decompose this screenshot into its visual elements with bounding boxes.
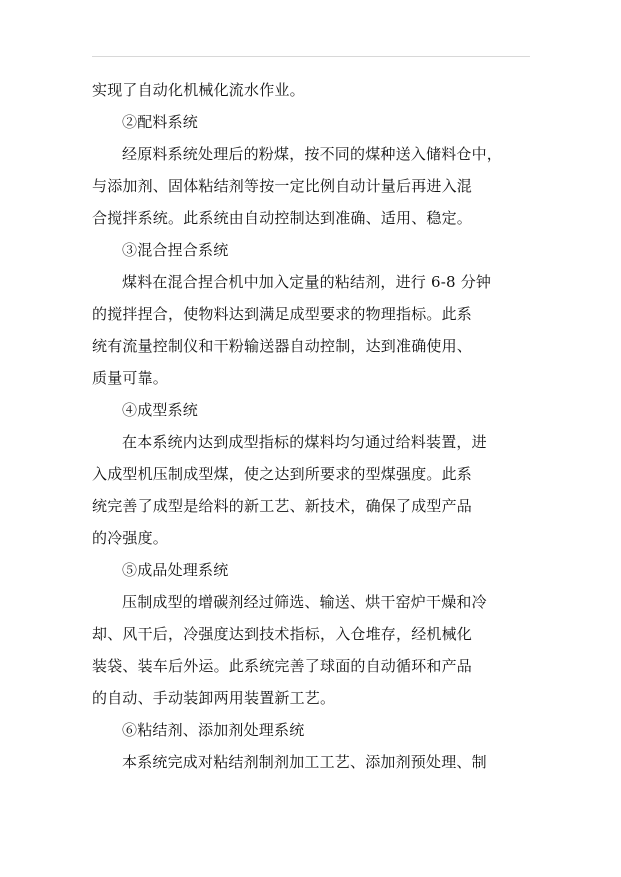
paragraph-line: 煤料在混合捏合机中加入定量的粘结剂，进行 6-8 分钟 <box>122 273 492 291</box>
paragraph-line: 的冷强度。 <box>92 529 169 547</box>
paragraph-line: 的搅拌捏合，使物料达到满足成型要求的物理指标。此系 <box>92 305 473 323</box>
paragraph-line: 压制成型的增碳剂经过筛选、输送、烘干窑炉干燥和冷 <box>122 593 487 611</box>
section-heading: ③混合捏合系统 <box>122 241 229 259</box>
paragraph-line: 入成型机压制成型煤，使之达到所要求的型煤强度。此系 <box>92 465 473 483</box>
document-body <box>92 74 532 778</box>
section-heading: ④成型系统 <box>122 401 199 419</box>
header-divider <box>92 56 530 57</box>
section-heading: ⑤成品处理系统 <box>122 561 229 579</box>
section-heading: ⑥粘结剂、添加剂处理系统 <box>122 721 305 739</box>
paragraph-line: 实现了自动化机械化流水作业。 <box>92 81 305 99</box>
paragraph-line: 合搅拌系统。此系统由自动控制达到准确、适用、稳定。 <box>92 209 473 227</box>
paragraph-line: 在本系统内达到成型指标的煤料均匀通过给料装置，进 <box>122 433 487 451</box>
paragraph-line: 经原料系统处理后的粉煤，按不同的煤种送入储料仓中， <box>122 145 503 163</box>
paragraph-line: 的自动、手动装卸两用装置新工艺。 <box>92 689 336 707</box>
paragraph-line: 本系统完成对粘结剂制剂加工工艺、添加剂预处理、制 <box>122 753 487 771</box>
paragraph-line: 却、风干后，冷强度达到技术指标，入仓堆存，经机械化 <box>92 625 473 643</box>
paragraph-line: 统完善了成型是给料的新工艺、新技术，确保了成型产品 <box>92 497 473 515</box>
paragraph-line: 质量可靠。 <box>92 369 169 387</box>
section-heading: ②配料系统 <box>122 113 199 131</box>
paragraph-line: 统有流量控制仪和干粉输送器自动控制，达到准确使用、 <box>92 337 473 355</box>
paragraph-line: 装袋、装车后外运。此系统完善了球面的自动循环和产品 <box>92 657 473 675</box>
paragraph-line: 与添加剂、固体粘结剂等按一定比例自动计量后再进入混 <box>92 177 473 195</box>
